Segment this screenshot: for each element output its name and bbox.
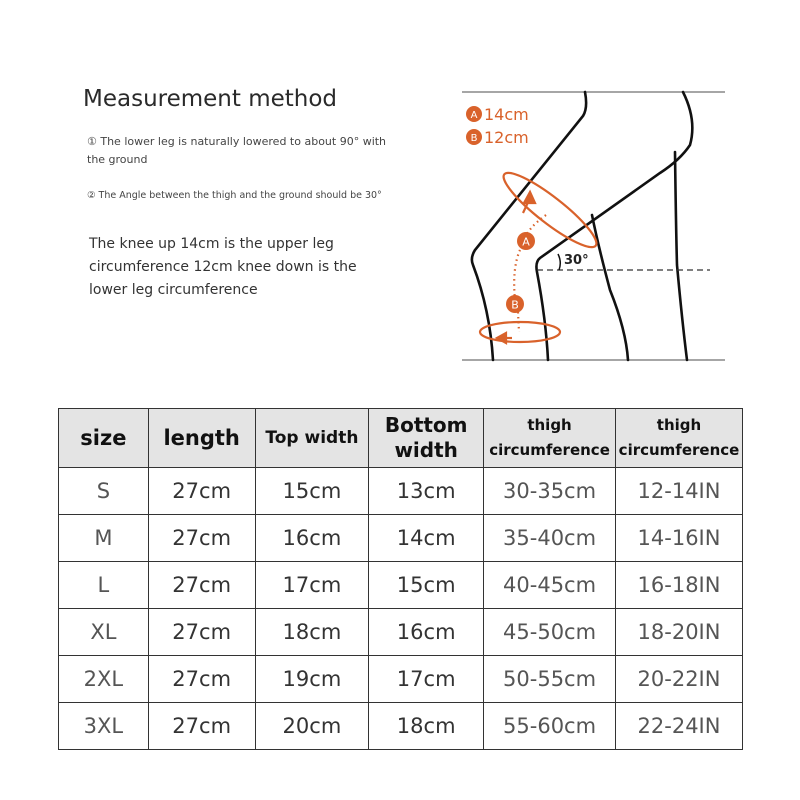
cell-top-width: 19cm	[255, 656, 369, 703]
cell-bottom-width: 17cm	[369, 656, 484, 703]
step-1-text: ① The lower leg is naturally lowered to about 90° with the ground	[87, 135, 387, 166]
cell-thigh-in: 18-20IN	[616, 609, 743, 656]
cell-top-width: 18cm	[255, 609, 369, 656]
header-size: size	[59, 409, 149, 468]
header-length: length	[148, 409, 255, 468]
cell-size: XL	[59, 609, 149, 656]
svg-text:B: B	[511, 298, 519, 312]
header-top-width: Top width	[255, 409, 369, 468]
cell-top-width: 20cm	[255, 703, 369, 750]
cell-length: 27cm	[148, 562, 255, 609]
cell-length: 27cm	[148, 515, 255, 562]
cell-thigh-cm: 45-50cm	[484, 609, 616, 656]
cell-size: 3XL	[59, 703, 149, 750]
svg-text:A: A	[522, 235, 530, 249]
cell-thigh-in: 16-18IN	[616, 562, 743, 609]
table-row	[59, 703, 743, 750]
cell-top-width: 15cm	[255, 468, 369, 515]
svg-text:12cm: 12cm	[484, 128, 529, 147]
cell-bottom-width: 18cm	[369, 703, 484, 750]
cell-length: 27cm	[148, 703, 255, 750]
cell-thigh-in: 12-14IN	[616, 468, 743, 515]
cell-thigh-cm: 40-45cm	[484, 562, 616, 609]
cell-bottom-width: 15cm	[369, 562, 484, 609]
cell-size: 2XL	[59, 656, 149, 703]
cell-length: 27cm	[148, 468, 255, 515]
cell-thigh-in: 14-16IN	[616, 515, 743, 562]
legend-b	[466, 128, 529, 147]
cell-length: 27cm	[148, 609, 255, 656]
table-row	[59, 515, 743, 562]
cell-size: L	[59, 562, 149, 609]
marker-a-icon	[517, 232, 535, 250]
cell-thigh-in: 22-24IN	[616, 703, 743, 750]
cell-thigh-cm: 35-40cm	[484, 515, 616, 562]
table-row	[59, 609, 743, 656]
cell-length: 27cm	[148, 656, 255, 703]
step-2-text: ② The Angle between the thigh and the ground should be 30°	[87, 190, 382, 201]
size-table	[58, 408, 743, 750]
svg-text:14cm: 14cm	[484, 105, 529, 124]
svg-text:B: B	[470, 133, 478, 144]
cell-thigh-cm: 50-55cm	[484, 656, 616, 703]
header-thigh-circumference-cm: thigh circumference	[484, 409, 616, 468]
svg-text:A: A	[470, 110, 478, 121]
cell-thigh-cm: 30-35cm	[484, 468, 616, 515]
cell-thigh-in: 20-22IN	[616, 656, 743, 703]
table-row	[59, 656, 743, 703]
measurement-description: The knee up 14cm is the upper leg circumference 12cm knee down is the lower leg circumference	[89, 236, 357, 298]
angle-label: 30°	[564, 253, 589, 268]
angle-arc	[558, 254, 560, 270]
legend-a	[466, 105, 529, 124]
cell-top-width: 17cm	[255, 562, 369, 609]
header-bottom-width: Bottom width	[369, 409, 484, 468]
cell-size: M	[59, 515, 149, 562]
page-title: Measurement method	[83, 86, 338, 112]
cell-size: S	[59, 468, 149, 515]
cell-bottom-width: 13cm	[369, 468, 484, 515]
table-header-row	[59, 409, 743, 468]
cell-bottom-width: 16cm	[369, 609, 484, 656]
cell-bottom-width: 14cm	[369, 515, 484, 562]
header-thigh-circumference-in: thigh circumference	[616, 409, 743, 468]
table-row	[59, 562, 743, 609]
marker-b-icon	[506, 295, 524, 313]
table-row	[59, 468, 743, 515]
cell-top-width: 16cm	[255, 515, 369, 562]
cell-thigh-cm: 55-60cm	[484, 703, 616, 750]
